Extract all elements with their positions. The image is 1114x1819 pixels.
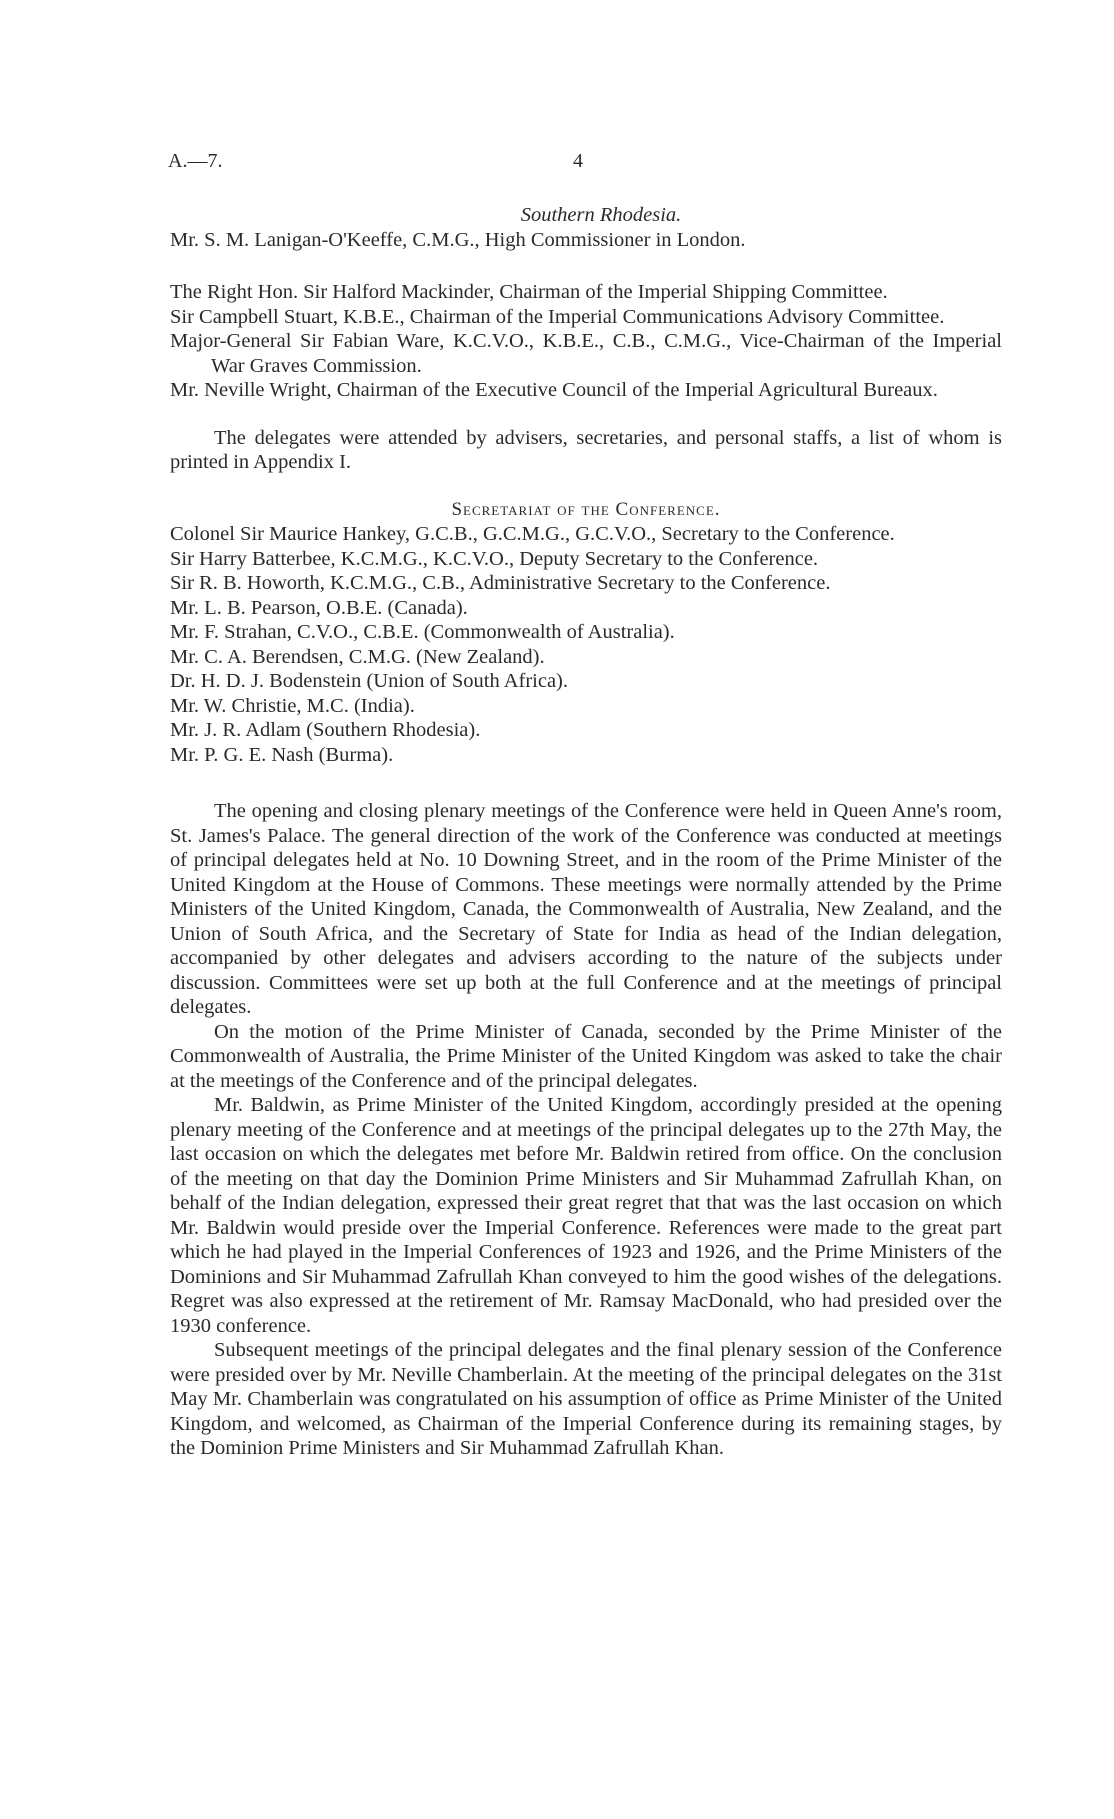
body-paragraph: The opening and closing plenary meetings of the Conference were held in Queen Anne's room, St. James's Palace. The general direction of the work of the Conference was conducted at meetings of principal delegates held at No. 10 Downing Street, and in the room of the Prime Minister of the United Kingdom at the House of Commons. These meetings were normally attended by the Prime Ministers of the United Kingdom, Canada, the Commonwealth of Australia, New Zealand, and the Union of South Africa, and the Secretary of State for India as head of the Indian delegation, accompanied by other delegates and advisers according to the nature of the subjects under discussion. Committees were set up both at the full Conference and at the meetings of principal delegates.	[170, 800, 1002, 1018]
attendee-entry: Mr. Neville Wright, Chairman of the Executive Council of the Imperial Agricultural Bureaux.	[170, 379, 938, 401]
advisers-note: The delegates were attended by advisers, secretaries, and personal staffs, a list of whom is printed in Appendix I.	[170, 426, 1002, 473]
body-text	[170, 799, 1002, 1461]
secretariat-member: Mr. L. B. Pearson, O.B.E. (Canada).	[170, 596, 468, 619]
body-paragraph: Mr. Baldwin, as Prime Minister of the United Kingdom, accordingly presided at the opening plenary meeting of the Conference and at meetings of the principal delegates up to the 27th May, the last occasion on which the delegates met before Mr. Baldwin retired from office. On the conclusion of the meeting on that day the Dominion Prime Ministers and Sir Muhammad Zafrullah Khan, on behalf of the Indian delegation, expressed their great regret that that was the last occasion on which Mr. Baldwin would preside over the Imperial Conference. References were made to the great part which he had played in the Imperial Conferences of 1923 and 1926, and the Prime Ministers of the Dominions and Sir Muhammad Zafrullah Khan conveyed to him the good wishes of the delegations. Regret was also expressed at the retirement of Mr. Ramsay MacDonald, who had presided over the 1930 conference.	[170, 1094, 1002, 1337]
secretariat-member: Mr. P. G. E. Nash (Burma).	[170, 743, 394, 766]
page-number: 4	[573, 150, 583, 172]
secretariat-member: Sir Harry Batterbee, K.C.M.G., K.C.V.O., Deputy Secretary to the Conference.	[170, 547, 819, 570]
other-attendees-list	[170, 280, 1002, 403]
secretariat-member: Mr. W. Christie, M.C. (India).	[170, 694, 415, 717]
attendee-entry: The Right Hon. Sir Halford Mackinder, Chairman of the Imperial Shipping Committee.	[170, 281, 888, 303]
attendee-entry: Major-General Sir Fabian Ware, K.C.V.O., K.B.E., C.B., C.M.G., Vice-Chairman of the Imperial War Graves Commission.	[170, 330, 1002, 377]
southern-rhodesia-delegate: Mr. S. M. Lanigan-O'Keeffe, C.M.G., High Commissioner in London.	[170, 228, 746, 251]
secretariat-member: Mr. C. A. Berendsen, C.M.G. (New Zealand).	[170, 645, 545, 668]
body-paragraph: Subsequent meetings of the principal delegates and the final plenary session of the Conference were presided over by Mr. Neville Chamberlain. At the meeting of the principal delegates on the 31st May Mr. Chamberlain was congratulated on his assumption of office as Prime Minister of the United Kingdom, and welcomed, as Chairman of the Imperial Conference during its remaining stages, by the Dominion Prime Ministers and Sir Muhammad Zafrullah Khan.	[170, 1339, 1002, 1459]
secretariat-list	[170, 522, 1002, 767]
secretariat-member: Sir R. B. Howorth, K.C.M.G., C.B., Administrative Secretary to the Conference.	[170, 572, 831, 594]
document-reference: A.—7.	[168, 150, 223, 172]
secretariat-heading: Secretariat of the Conference.	[451, 498, 721, 520]
secretariat-member: Colonel Sir Maurice Hankey, G.C.B., G.C.M.G., G.C.V.O., Secretary to the Conference.	[170, 523, 895, 545]
page-header	[168, 150, 1002, 180]
secretariat-member: Dr. H. D. J. Bodenstein (Union of South Africa).	[170, 670, 568, 692]
attendee-entry: Sir Campbell Stuart, K.B.E., Chairman of the Imperial Communications Advisory Committee.	[170, 305, 945, 328]
secretariat-member: Mr. F. Strahan, C.V.O., C.B.E. (Commonwealth of Australia).	[170, 621, 675, 643]
southern-rhodesia-heading: Southern Rhodesia.	[520, 204, 682, 226]
secretariat-member: Mr. J. R. Adlam (Southern Rhodesia).	[170, 719, 481, 741]
page-content	[170, 203, 1002, 1461]
body-paragraph: On the motion of the Prime Minister of Canada, seconded by the Prime Minister of the Commonwealth of Australia, the Prime Minister of the United Kingdom was asked to take the chair at the meetings of the Conference and of the principal delegates.	[170, 1020, 1002, 1092]
